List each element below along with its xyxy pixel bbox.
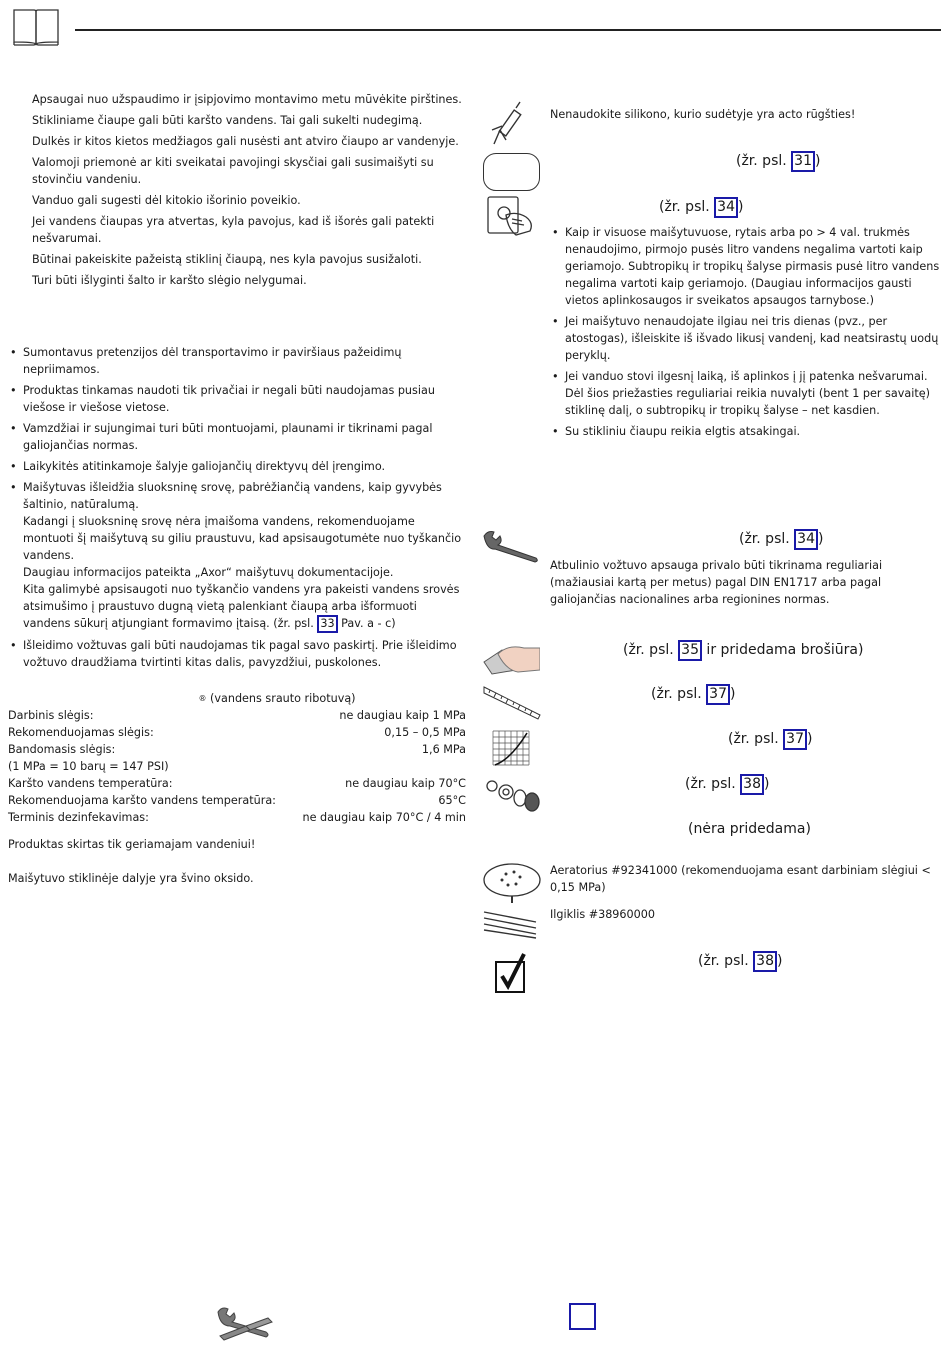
manual-book-icon [12,6,60,46]
spec-row: Bandomasis slėgis: 1,6 MPa [8,743,466,756]
page-ref-link[interactable]: 38 [740,774,764,795]
page-ref: (žr. psl. 38 ) [685,774,769,795]
page-ref-link[interactable]: 38 [753,951,777,972]
checkmark-icon [494,950,528,994]
page-ref: (žr. psl. 38 ) [698,951,782,972]
silicone-gun-icon [488,100,536,148]
list-item: • Vamzdžiai ir sujungimai turi būti montuojami, plaunami ir tikrinami pagal galiojančias normas. [8,420,466,454]
spec-row: Karšto vandens temperatūra: ne daugiau kaip 70°C [8,777,466,790]
list-item: • Kaip ir visuose maišytuvuose, rytais arba po > 4 val. trukmės nenaudojimo, pirmojo pusės litro vandens negalima vartoti kaip geriamojo. Subtropikų ir tropikų šalyse pirmasis pusė litro vandens negalima vartoti kaip geriamojo. (Daugiau informacijos gausti vietos aplinkosaugos ir sveikatos apsaugos tarnybose.) [550,224,942,309]
page-ref: (žr. psl. 37 ) [728,729,812,750]
silicone-warning: Nenaudokite silikono, kurio sudėtyje yra acto rūgšties! [550,108,856,121]
safety-note: Apsaugai nuo užspaudimo ir įsipjovimo montavimo metu mūvėkite pirštines. [32,93,462,106]
not-included-label: (nėra pridedama) [688,821,811,837]
safety-note: Jei vandens čiaupas yra atvertas, kyla pavojus, kad iš išorės gali patekti nešvarumai. [32,215,435,245]
installation-notes [8,344,466,675]
list-item: • Produktas tinkamas naudoti tik privačiai ir negali būti naudojamas pusiau viešose ir viešose vietose. [8,382,466,416]
list-item: • Jei maišytuvo nenaudojate ilgiau nei tris dienas (pvz., per atostogas), išleiskite iš išvado likusį vandenį, kad neatsirastų uodų peryklų. [550,313,942,364]
flow-diagram-icon [491,729,531,767]
safety-note: Būtinai pakeiskite pažeistą stiklinį čiaupą, nes kyla pavojus susižaloti. [32,253,422,266]
spec-row: Darbinis slėgis: ne daugiau kaip 1 MPa [8,709,466,722]
page-ref-link[interactable]: 37 [706,684,730,705]
tools-icon [216,1306,274,1346]
cleaning-cloth-icon [482,640,540,676]
page-ref-link[interactable]: 34 [794,529,818,550]
technical-specs [8,690,466,826]
list-item: • Jei vanduo stovi ilgesnį laiką, iš aplinkos į jį patenka nešvarumai. Dėl šios priežasties reguliariai reikia nuvalyti (bent 1 per savaitę) stiklinę dalį, o subtropikų ir tropikų šalyse – net kasdien. [550,368,942,419]
page-ref: (žr. psl. 34 ) [739,529,823,550]
drinking-water-note: Produktas skirtas tik geriamajam vandeniui! [8,838,256,851]
page-ref-link[interactable]: 31 [791,151,815,172]
list-item: • Išleidimo vožtuvas gali būti naudojamas tik pagal savo paskirtį. Prie išleidimo vožtuvo draudžiama tvirtinti kitas dalis, pavyzdžiui, puskolones. [8,637,466,671]
page-number-box [569,1303,596,1330]
aerator-accessory: Aeratorius #92341000 (rekomenduojama esant darbiniam slėgiui < 0,15 MPa) [550,864,931,894]
hand-operation-icon [486,195,538,237]
page-ref: (žr. psl. 34 ) [659,197,743,218]
page-ref-link[interactable]: 33 [317,615,337,633]
wrench-icon [482,528,540,564]
safety-note: Dulkės ir kitos kietos medžiagos gali nusėsti ant atviro čiaupo ar vandenyje. [32,135,459,148]
care-notes [550,224,942,444]
list-item: • Laikykitės atitinkamoje šalyje galiojančių direktyvų dėl įrengimo. [8,458,466,475]
page-ref-link[interactable]: 34 [714,197,738,218]
spare-parts-icon [484,774,542,814]
spec-row: (1 MPa = 10 barų = 147 PSI) [8,760,169,773]
page-ref: (žr. psl. 31 ) [736,151,820,172]
dimensions-ruler-icon [482,685,542,721]
spec-row: Terminis dezinfekavimas: ne daugiau kaip 70°C / 4 min [8,811,466,824]
safety-notes [32,91,462,293]
list-item: • Maišytuvas išleidžia sluoksninę srovę, pabrėžiančią vandens, kaip gyvybės šaltinio, natūralumą. Kadangi į sluoksninę srovę nėra įmaišoma vandens, rekomenduojame montuoti šį maišytuvą su giliu praustuvu, kad apsisaugotumėte nuo tyškančio vandens. Daugiau informacijos pateikta „Axor“ maišytuvų dokumentacijoje. Kita galimybė apsisaugoti nuo tyškančio vandens yra pakeisti vandens srovės atsimušimo į praustuvo dugną vietą palenkiant čiaupą arba išformuoti vandens sūkurį atjungiant formavimo įtaisą. (žr. psl. 33 Pav. a - c) [8,479,466,633]
check-valve-note: Atbulinio vožtuvo apsauga privalo būti tikrinama reguliariai (mažiausiai kartą per metus) pagal DIN EN1717 arba pagal galiojančias nacionalines arba regionines normas. [550,559,883,606]
page-ref: (žr. psl. 35 ir pridedama brošiūra) [623,640,863,661]
extension-rods-icon [482,908,542,940]
header-rule [75,29,941,31]
list-item: • Su stikliniu čiaupu reikia elgtis atsakingai. [550,423,942,440]
page-ref-link[interactable]: 35 [678,640,702,661]
page-ref-link[interactable]: 37 [783,729,807,750]
spec-heading: ® (vandens srauto ribotuvą) [198,692,356,705]
safety-note: Vanduo gali sugesti dėl kitokio išorinio poveikio. [32,194,301,207]
spec-row: Rekomenduojama karšto vandens temperatūra: 65°C [8,794,466,807]
safety-note: Stikliniame čiaupe gali būti karšto vandens. Tai gali sukelti nudegimą. [32,114,423,127]
page-ref: (žr. psl. 37 ) [651,684,735,705]
spec-row: Rekomenduojamas slėgis: 0,15 – 0,5 MPa [8,726,466,739]
list-item: • Sumontavus pretenzijos dėl transportavimo ir paviršiaus pažeidimų nepriimamos. [8,344,466,378]
aerator-icon [482,860,542,904]
safety-note: Valomoji priemonė ar kiti sveikatai pavojingi skysčiai gali susimaišyti su stovinčiu vandeniu. [32,156,434,186]
lead-oxide-note: Maišytuvo stiklinėje dalyje yra švino oksido. [8,872,254,885]
extension-accessory: Ilgiklis #38960000 [550,908,656,921]
cover-plate-icon [483,153,540,191]
safety-note: Turi būti išlyginti šalto ir karšto slėgio nelygumai. [32,274,307,287]
